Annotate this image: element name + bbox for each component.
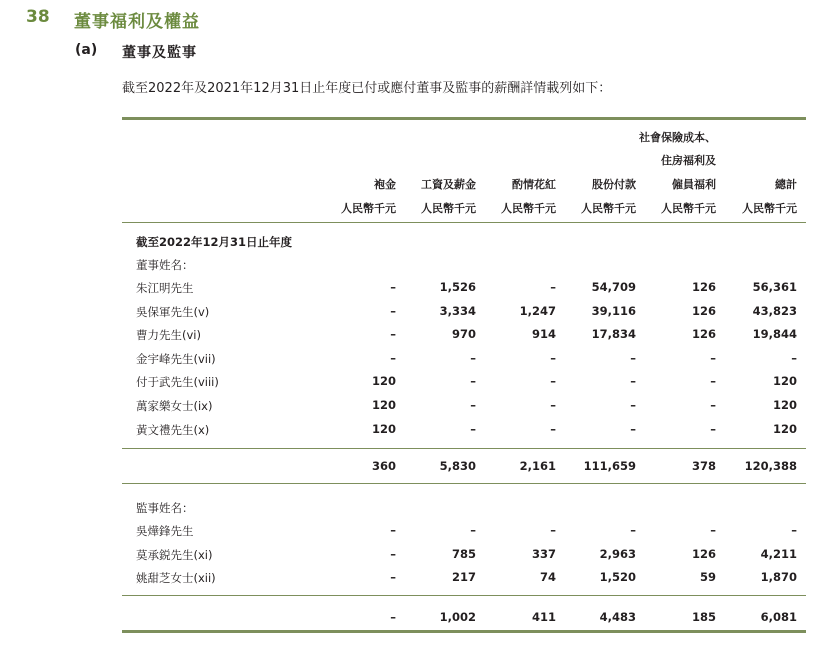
row-name: 吳燁鋒先生 [136, 524, 194, 538]
cell-col2: 2,161 [519, 459, 556, 473]
director-row [0, 327, 822, 345]
cell-col4: 59 [699, 570, 716, 585]
row-name: 朱江明先生 [136, 281, 194, 295]
cell-col3: 2,963 [599, 546, 636, 561]
cell-col2: – [550, 350, 556, 365]
cell-col5: – [791, 523, 797, 537]
supervisors-label: 監事姓名： [136, 501, 194, 515]
supervisors-subtotal-rule [122, 595, 806, 596]
cell-col2: 411 [531, 610, 556, 624]
cell-col5: 120,388 [744, 459, 797, 473]
cell-col5: 1,870 [760, 570, 797, 585]
unit-col3: 人民幣千元 [581, 202, 636, 215]
cell-col3: 111,659 [583, 459, 636, 473]
cell-col1: – [470, 374, 476, 389]
cell-col0: – [390, 570, 396, 585]
cell-col4: 126 [691, 327, 716, 342]
cell-col3: – [630, 350, 636, 365]
header-bottom-rule [122, 222, 806, 223]
cell-col5: 120 [772, 374, 797, 389]
supervisor-row [0, 547, 822, 565]
cell-col1: 5,830 [439, 459, 476, 473]
cell-col0: – [390, 303, 396, 318]
director-row [0, 280, 822, 298]
table-bottom-rule [122, 630, 806, 633]
cell-col4: – [710, 374, 716, 389]
cell-col2: 337 [531, 546, 556, 561]
cell-col1: 1,526 [439, 280, 476, 294]
row-name: 萬家樂女士(ix) [136, 399, 213, 413]
director-row [0, 374, 822, 392]
period-label: 截至2022年12月31日止年度 [136, 235, 293, 249]
cell-col5: 56,361 [752, 280, 797, 294]
cell-col5: 6,081 [760, 610, 797, 624]
cell-col0: 120 [371, 374, 396, 389]
directors-subtotal-rule [122, 448, 806, 449]
cell-col3: – [630, 374, 636, 389]
period-label-row [0, 234, 822, 252]
section-title: 董事福利及權益 [74, 12, 200, 32]
cell-col0: – [390, 546, 396, 561]
cell-col4: – [710, 421, 716, 436]
cell-col0: – [390, 350, 396, 365]
supervisors-total-row [0, 610, 822, 628]
supervisor-row [0, 570, 822, 588]
cell-col1: 217 [451, 570, 476, 585]
cell-col3: 17,834 [591, 327, 636, 342]
cell-col3: 1,520 [599, 570, 636, 585]
cell-col5: 120 [772, 421, 797, 436]
supervisors-label-row [0, 500, 822, 518]
row-name: 莫承鋭先生(xi) [136, 547, 213, 562]
unit-col0: 人民幣千元 [341, 202, 396, 215]
header-col2: 酌情花紅 [512, 178, 556, 191]
cell-col3: – [630, 398, 636, 412]
directors-total-row [0, 459, 822, 477]
director-row [0, 398, 822, 416]
unit-col1: 人民幣千元 [421, 202, 476, 215]
directors-label: 董事姓名： [136, 258, 194, 272]
cell-col0: – [390, 610, 396, 624]
directors-total-rule [122, 483, 806, 484]
cell-col2: – [550, 374, 556, 389]
header-col5: 總計 [775, 178, 797, 191]
cell-col5: 4,211 [760, 546, 797, 561]
cell-col2: – [550, 523, 556, 537]
cell-col4: 185 [691, 610, 716, 624]
cell-col1: 3,334 [439, 303, 476, 318]
cell-col1: 970 [451, 327, 476, 342]
cell-col4: – [710, 350, 716, 365]
cell-col3: – [630, 523, 636, 537]
row-name: 曹力先生(vi) [136, 328, 201, 343]
cell-col2: 74 [539, 570, 556, 585]
header-col4: 僱員福利 [672, 178, 716, 191]
cell-col0: – [390, 280, 396, 294]
cell-col2: – [550, 421, 556, 436]
cell-col3: 4,483 [599, 610, 636, 624]
cell-col4: – [710, 398, 716, 412]
header-col4-line-b: 住房福利及 [661, 154, 716, 167]
cell-col0: – [390, 523, 396, 537]
cell-col2: – [550, 280, 556, 294]
cell-col4: 126 [691, 303, 716, 318]
intro-text: 截至2022年及2021年12月31日止年度已付或應付董事及監事的薪酬詳情載列如下： [122, 81, 612, 96]
cell-col0: 120 [371, 398, 396, 412]
cell-col3: 39,116 [591, 303, 636, 318]
cell-col1: – [470, 350, 476, 365]
cell-col2: 914 [531, 327, 556, 342]
header-col4-line-a: 社會保險成本、 [639, 131, 716, 144]
cell-col4: – [710, 523, 716, 537]
row-name: 付于武先生(viii) [136, 375, 219, 390]
director-row [0, 351, 822, 369]
cell-col4: 126 [691, 546, 716, 561]
cell-col0: 360 [371, 459, 396, 473]
cell-col1: 785 [451, 546, 476, 561]
subsection-label: (a) [75, 42, 98, 58]
cell-col5: – [791, 350, 797, 365]
section-number: 38 [26, 7, 50, 27]
cell-col1: 1,002 [439, 610, 476, 624]
unit-col5: 人民幣千元 [742, 202, 797, 215]
cell-col1: – [470, 398, 476, 412]
cell-col2: – [550, 398, 556, 412]
director-row [0, 304, 822, 322]
unit-col4: 人民幣千元 [661, 202, 716, 215]
cell-col4: 378 [691, 459, 716, 473]
director-row [0, 422, 822, 440]
cell-col5: 120 [772, 398, 797, 412]
row-name: 吳保軍先生(v) [136, 304, 210, 319]
cell-col2: 1,247 [519, 303, 556, 318]
cell-col0: – [390, 327, 396, 342]
cell-col3: 54,709 [591, 280, 636, 294]
cell-col3: – [630, 421, 636, 436]
row-name: 黃文禮先生(x) [136, 422, 210, 437]
cell-col1: – [470, 421, 476, 436]
cell-col0: 120 [371, 421, 396, 436]
subsection-title: 董事及監事 [122, 45, 197, 61]
cell-col5: 43,823 [752, 303, 797, 318]
header-col3: 股份付款 [592, 178, 636, 191]
header-col0: 袍金 [374, 178, 396, 191]
unit-col2: 人民幣千元 [501, 202, 556, 215]
header-col1: 工資及薪金 [421, 178, 476, 191]
row-name: 姚甜芝女士(xii) [136, 571, 216, 586]
row-name: 金宇峰先生(vii) [136, 351, 216, 366]
cell-col1: – [470, 523, 476, 537]
supervisor-row [0, 523, 822, 541]
table-top-rule [122, 117, 806, 120]
cell-col5: 19,844 [752, 327, 797, 342]
directors-label-row [0, 257, 822, 275]
cell-col4: 126 [691, 280, 716, 294]
